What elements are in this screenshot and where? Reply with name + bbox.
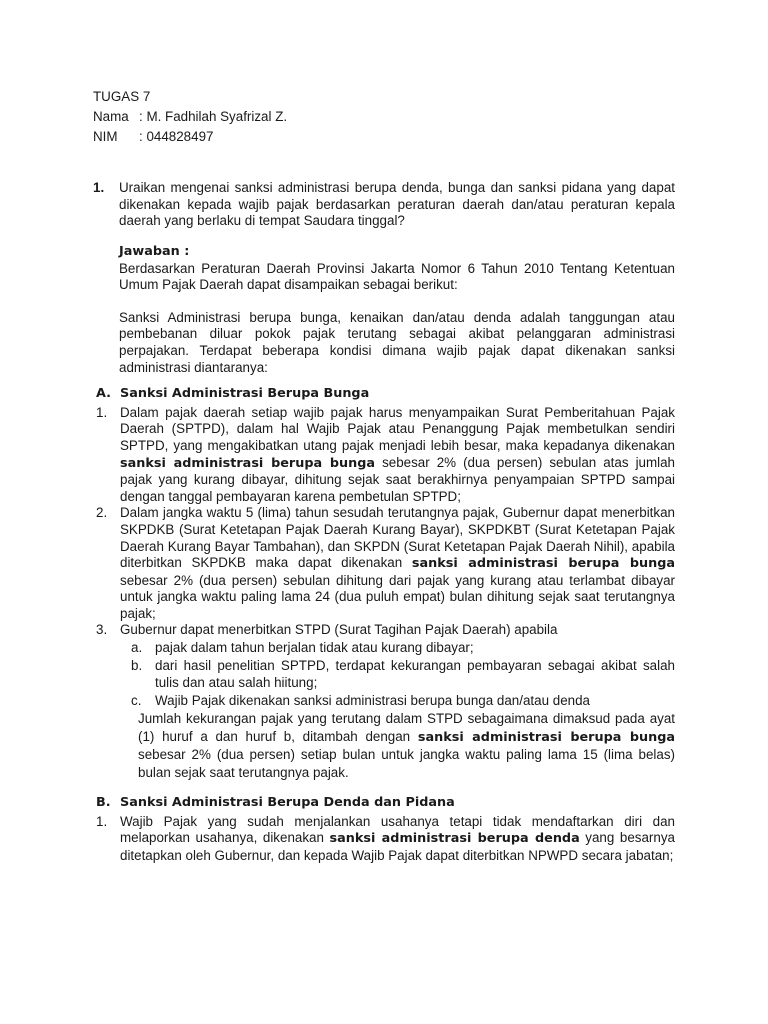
sub-item-text: pajak dalam tahun berjalan tidak atau kurang dibayar; — [155, 640, 474, 656]
section-a-item-3 — [96, 622, 675, 639]
question-text: Uraikan mengenai sanksi administrasi berupa denda, bunga dan sanksi pidana yang dapat dikenakan kepada wajib pajak berdasarkan peraturan daerah dan/atau peraturan kepala daerah yang berlaku di tempat Saudara tinggal? — [119, 180, 675, 229]
item-3-continuation — [138, 710, 675, 781]
item-number: 2. — [96, 505, 108, 521]
item-number: 1. — [96, 404, 108, 420]
item-number: 3. — [96, 622, 108, 638]
item-text: sebesar 2% (dua persen) sebulan dihitung dari pajak yang kurang atau terlambat dibayar untuk jangka waktu paling lama 24 (dua puluh empat) bulan dihitung sejak saat terutangnya pajak; — [120, 572, 675, 621]
answer-body — [96, 244, 676, 864]
nim-label: NIM — [93, 129, 118, 144]
sub-item-c — [131, 692, 675, 709]
answer-label: Jawaban : — [119, 244, 190, 259]
sub-item-letter: c. — [131, 693, 142, 709]
sub-item-a — [131, 639, 675, 656]
sub-item-text: dari hasil penelitian SPTPD, terdapat kekurangan pembayaran sebagai akibat salah tulis dan atau salah hiitung; — [155, 658, 675, 691]
name-value: : M. Fadhilah Syafrizal Z. — [139, 109, 288, 124]
item-text: Gubernur dapat menerbitkan STPD (Surat Tagihan Pajak Daerah) apabila — [120, 622, 558, 638]
section-b-letter: B. — [96, 795, 111, 811]
question-block — [93, 180, 675, 230]
item-text: sebesar 2% (dua persen) setiap bulan untuk jangka waktu paling lama 15 (lima belas) bulan sejak saat terutangnya pajak. — [138, 747, 675, 780]
sub-item-letter: b. — [131, 658, 143, 674]
emphasis-text: sanksi administrasi berupa bunga — [411, 556, 676, 572]
item-text: Dalam pajak daerah setiap wajib pajak harus menyampaikan Surat Pemberitahuan Pajak Daerah (SPTPD), dalam hal Wajib Pajak atau Penanggung Pajak membetulkan sendiri SPTPD, yang mengakibatkan utang pajak menjadi lebih besar, maka kepadanya dikenakan — [120, 404, 675, 453]
item-text: Dalam jangka waktu 5 (lima) tahun sesudah terutangnya pajak, Gubernur dapat menerbitkan SKPDKB (Surat Ketetapan Pajak Daerah Kurang Bayar), SKPDKBT (Surat Ketetapan Pajak Daerah Kurang Bayar Tambahan), dan SKPDN (Surat Ketetapan Pajak Daerah Nihil), apabila diterbitkan SKPDKB maka dapat dikenakan — [120, 505, 675, 571]
name-label: Nama — [93, 109, 129, 124]
item-text: sebesar 2% (dua persen) sebulan atas jumlah pajak yang kurang dibayar, dihitung sejak saat berakhirnya penyampaian SPTPD sampai dengan tanggal pembayaran karena pembetulan SPTPD; — [120, 454, 676, 504]
document-header — [93, 87, 287, 147]
answer-intro: Berdasarkan Peraturan Daerah Provinsi Jakarta Nomor 6 Tahun 2010 Tentang Ketentuan Umum Pajak Daerah dapat disampaikan sebagai berikut: — [119, 260, 675, 293]
student-nim-row — [93, 127, 287, 147]
section-a-title: Sanksi Administrasi Berupa Bunga — [120, 386, 370, 402]
section-a-letter: A. — [96, 386, 112, 402]
emphasis-text: sanksi administrasi berupa denda — [329, 831, 580, 847]
section-b-title: Sanksi Administrasi Berupa Denda dan Pidana — [120, 795, 455, 811]
section-b-heading — [96, 795, 675, 812]
question-number: 1. — [93, 180, 105, 195]
sub-item-b — [131, 657, 675, 691]
item-text: Jumlah kekurangan pajak yang terutang dalam STPD sebagaimana dimaksud pada ayat (1) huruf a dan huruf b, ditambah dengan — [138, 711, 675, 744]
section-a-item-2 — [96, 505, 675, 622]
sub-item-text: Wajib Pajak dikenakan sanksi administrasi berupa bunga dan/atau denda — [155, 693, 590, 709]
assignment-title: TUGAS 7 — [93, 89, 151, 104]
item-number: 1. — [96, 813, 108, 829]
nim-value: : 044828497 — [139, 129, 214, 144]
answer-paragraph: Sanksi Administrasi berupa bunga, kenaikan dan/atau denda adalah tanggungan atau pembebanan diluar pokok pajak terutang sebagai akibat pelanggaran administrasi perpajakan. Terdapat beberapa kondisi dimana wajib pajak dapat dikenakan sanksi administrasi diantaranya: — [119, 309, 675, 375]
section-b-item-1 — [96, 814, 675, 865]
emphasis-text: sanksi administrasi berupa bunga — [120, 455, 376, 471]
section-a-heading — [96, 386, 675, 403]
section-a-item-1 — [96, 405, 675, 506]
emphasis-text: sanksi administrasi berupa bunga — [417, 729, 675, 745]
sub-item-letter: a. — [131, 640, 143, 656]
student-name-row — [93, 107, 287, 127]
item-text: Wajib Pajak yang sudah menjalankan usahanya tetapi tidak mendaftarkan diri dan melaporkan usahanya, dikenakan — [120, 813, 675, 846]
item-text: yang besarnya ditetapkan oleh Gubernur, dan kepada Wajib Pajak dapat diterbitkan NPWPD secara jabatan; — [120, 830, 675, 863]
